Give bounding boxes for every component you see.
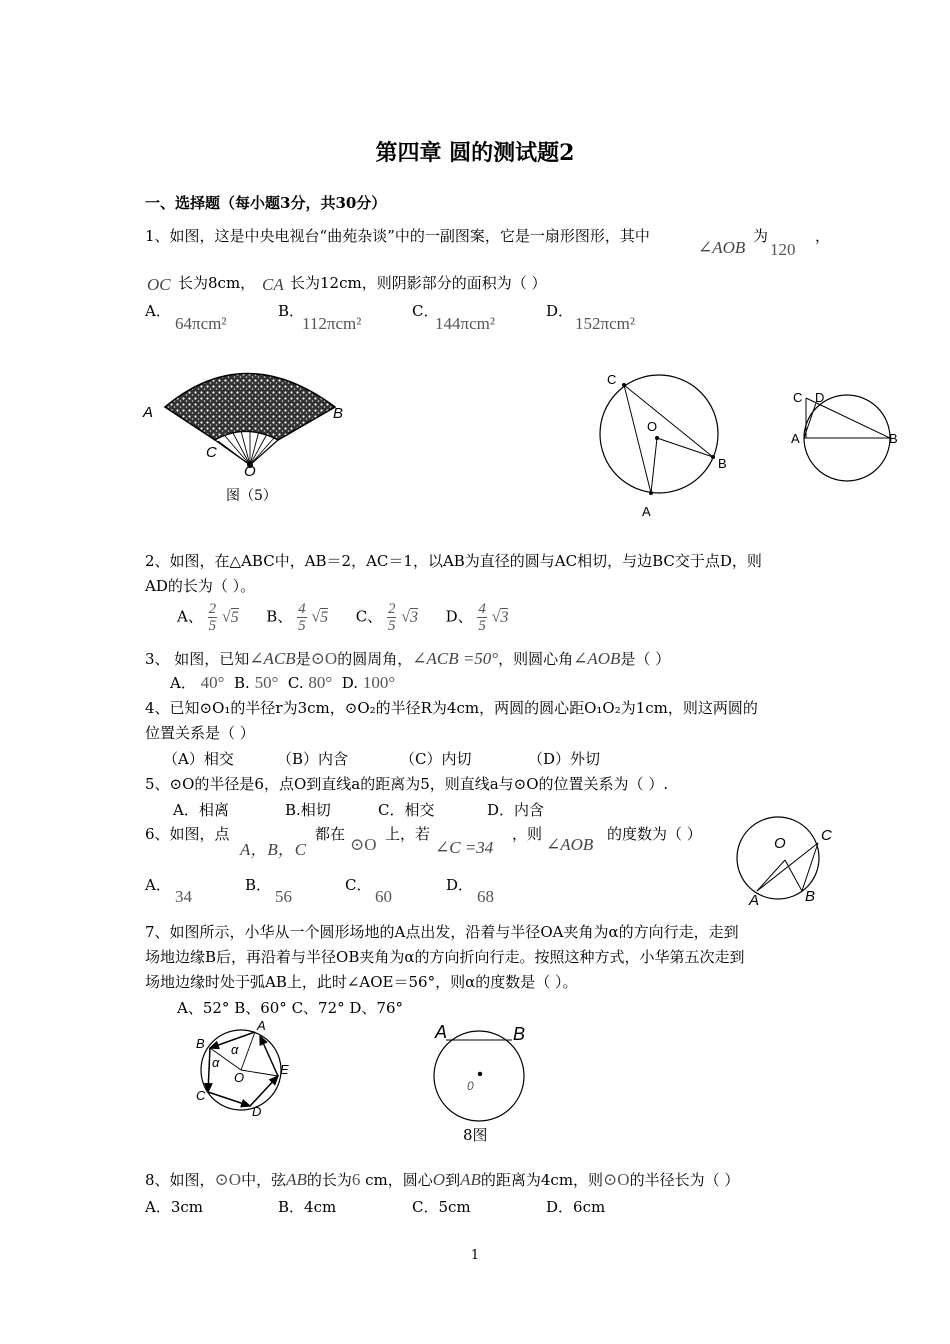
q2-options: A、 $\frac{2}{5}$ √5 B、 $\frac{4}{5}$ √5 C、 $\frac{2}{5}$ √3 D、 $\frac{4}{5}$ √3: [177, 601, 509, 634]
q1-wei: 为: [753, 227, 769, 245]
q8-opt-d: D．6cm: [546, 1198, 606, 1216]
circle-figure-2: [785, 385, 905, 490]
q6-opt-d-label: D．: [446, 876, 474, 894]
q1-angle: ∠AOB: [698, 238, 746, 257]
q6-circle: ⊙O: [350, 835, 377, 854]
q6-fig-a: A: [749, 892, 760, 907]
q1-line1: 1、如图，这是中央电视台“曲苑杂谈”中的一副图案，它是一扇形图形，其中: [145, 227, 650, 245]
q1-line2a: 长为8cm，: [178, 274, 256, 292]
c1-label-a: A: [642, 504, 651, 519]
q6-points: A，B，C: [240, 840, 307, 859]
q7-line2: 场地边缘B后，再沿着与半径OB夹角为α的方向折向行走。按照这种方式，小华第五次走到: [145, 948, 745, 966]
q6-a: 6、如图，点: [145, 825, 230, 843]
q6-opt-c-label: C．: [345, 876, 372, 894]
q2-line2: AD的长为（ ）。: [145, 577, 256, 595]
fan-label-b: B: [333, 405, 344, 422]
q1-value: 120: [770, 240, 796, 259]
section-heading: 一、选择题（每小题3分，共30分）: [145, 194, 387, 212]
q6-angle: ∠C =34: [435, 838, 494, 857]
c2-label-c: C: [793, 390, 803, 405]
q5-line: 5、⊙O的半径是6，点O到直线a的距离为5，则直线a与⊙O的位置关系为（ ）.: [145, 775, 669, 793]
fan-label-a: A: [143, 404, 154, 421]
q6-opt-b-label: B．: [245, 876, 272, 894]
q6-c: 上，若: [385, 825, 431, 843]
q7-fig-o: O: [234, 1070, 245, 1085]
c2-label-a: A: [791, 431, 800, 446]
q7-fig-alpha2: α: [212, 1055, 220, 1070]
q1-opt-b-label: B．: [278, 302, 305, 320]
c2-label-d: D: [815, 390, 825, 405]
fan-label-c: C: [206, 444, 217, 461]
fig8-label-o: 0: [467, 1079, 474, 1093]
q1-opt-d-label: D．: [546, 302, 574, 320]
q8-line: 8、如图，⊙O中，弦AB的长为6 cm，圆心O到AB的距离为4cm，则⊙O的半径长为（ ）: [145, 1170, 740, 1189]
q1-opt-c: 144πcm²: [435, 314, 495, 333]
q6-e: 的度数为（ ）: [607, 825, 702, 843]
q1-comma: ，: [815, 227, 831, 245]
q1-oc: OC: [147, 275, 171, 294]
q4-line2: 位置关系是（ ）: [145, 724, 255, 742]
q7-line3: 场地边缘时处于弧AB上，此时∠AOE＝56°，则α的度数是（ ）。: [145, 973, 578, 991]
fan-figure: [140, 355, 360, 505]
c1-label-c: C: [607, 372, 617, 387]
q7-fig-alpha1: α: [231, 1042, 239, 1057]
q6-opt-a-label: A．: [145, 876, 171, 894]
q3-line: 3、 如图，已知∠ACB是⊙O的圆周角，∠ACB =50°，则圆心角∠AOB是（ ）: [145, 649, 671, 668]
q5-opt-c: C．相交: [378, 801, 435, 819]
q8-opt-a: A．3cm: [145, 1198, 204, 1216]
c2-label-b: B: [889, 431, 898, 446]
figure-8: [425, 1020, 535, 1125]
q1-line2b: 长为12cm，则阴影部分的面积为（ ）: [290, 274, 547, 292]
q7-fig-c: C: [196, 1088, 206, 1103]
fig8-label-a: A: [435, 1022, 448, 1042]
q1-opt-c-label: C．: [412, 302, 439, 320]
q7-fig-b: B: [196, 1036, 205, 1051]
q6-opt-d: 68: [477, 887, 494, 906]
page-title: 第四章 圆的测试题2: [375, 140, 575, 166]
q6-b: 都在: [315, 825, 346, 843]
q5-opt-d: D．内含: [487, 801, 545, 819]
q1-opt-d: 152πcm²: [575, 314, 635, 333]
fan-label-o: O: [244, 463, 256, 480]
q1-opt-a: 64πcm²: [175, 314, 227, 333]
fig8-label-b: B: [513, 1024, 526, 1044]
q1-opt-a-label: A．: [145, 302, 171, 320]
q6-opt-b: 56: [275, 887, 292, 906]
q6-opt-c: 60: [375, 887, 392, 906]
q6-fig-b: B: [805, 888, 816, 905]
q7-options: A、52° B、60° C、72° D、76°: [177, 999, 404, 1017]
q4-opt-b: （B）内含: [277, 750, 349, 768]
q7-line1: 7、如图所示，小华从一个圆形场地的A点出发，沿着与半径OA夹角为α的方向行走，走到: [145, 923, 739, 941]
q8-opt-b: B．4cm: [278, 1198, 337, 1216]
page-number: 1: [470, 1248, 480, 1263]
c1-label-b: B: [718, 456, 727, 471]
q5-opt-a: A．相离: [173, 801, 229, 819]
q3-options: A． 40° B. 50° C. 80° D. 100°: [170, 673, 396, 692]
q6-fig-o: O: [774, 835, 786, 852]
q4-opt-a: （A）相交: [163, 750, 234, 768]
q6-aob: ∠AOB: [546, 835, 594, 854]
q6-d: ，则: [512, 825, 543, 843]
q6-opt-a: 34: [175, 887, 192, 906]
q4-opt-d: （D）外切: [528, 750, 601, 768]
fan-caption: 图（5）: [226, 488, 277, 504]
q7-fig-a: A: [257, 1018, 266, 1033]
fig8-caption: 8图: [463, 1126, 488, 1144]
q7-figure: [190, 1018, 295, 1118]
q1-opt-b: 112πcm²: [302, 314, 362, 333]
q1-ca: CA: [262, 275, 284, 294]
q6-fig-c: C: [821, 827, 832, 844]
q8-opt-c: C．5cm: [412, 1198, 471, 1216]
q5-opt-b: B.相切: [285, 801, 331, 819]
q4-opt-c: （C）内切: [400, 750, 472, 768]
c1-label-o: O: [647, 419, 658, 434]
q4-line1: 4、已知⊙O₁的半径r为3cm，⊙O₂的半径R为4cm，两圆的圆心距O₁O₂为1cm，则这两圆的: [145, 699, 758, 717]
q7-fig-d: D: [252, 1104, 262, 1118]
q6-figure: [735, 815, 840, 907]
q7-fig-e: E: [280, 1062, 289, 1077]
circle-figure-1: [590, 365, 730, 520]
q2-line1: 2、如图，在△ABC中，AB＝2，AC＝1，以AB为直径的圆与AC相切，与边BC交于点D，则: [145, 552, 762, 570]
